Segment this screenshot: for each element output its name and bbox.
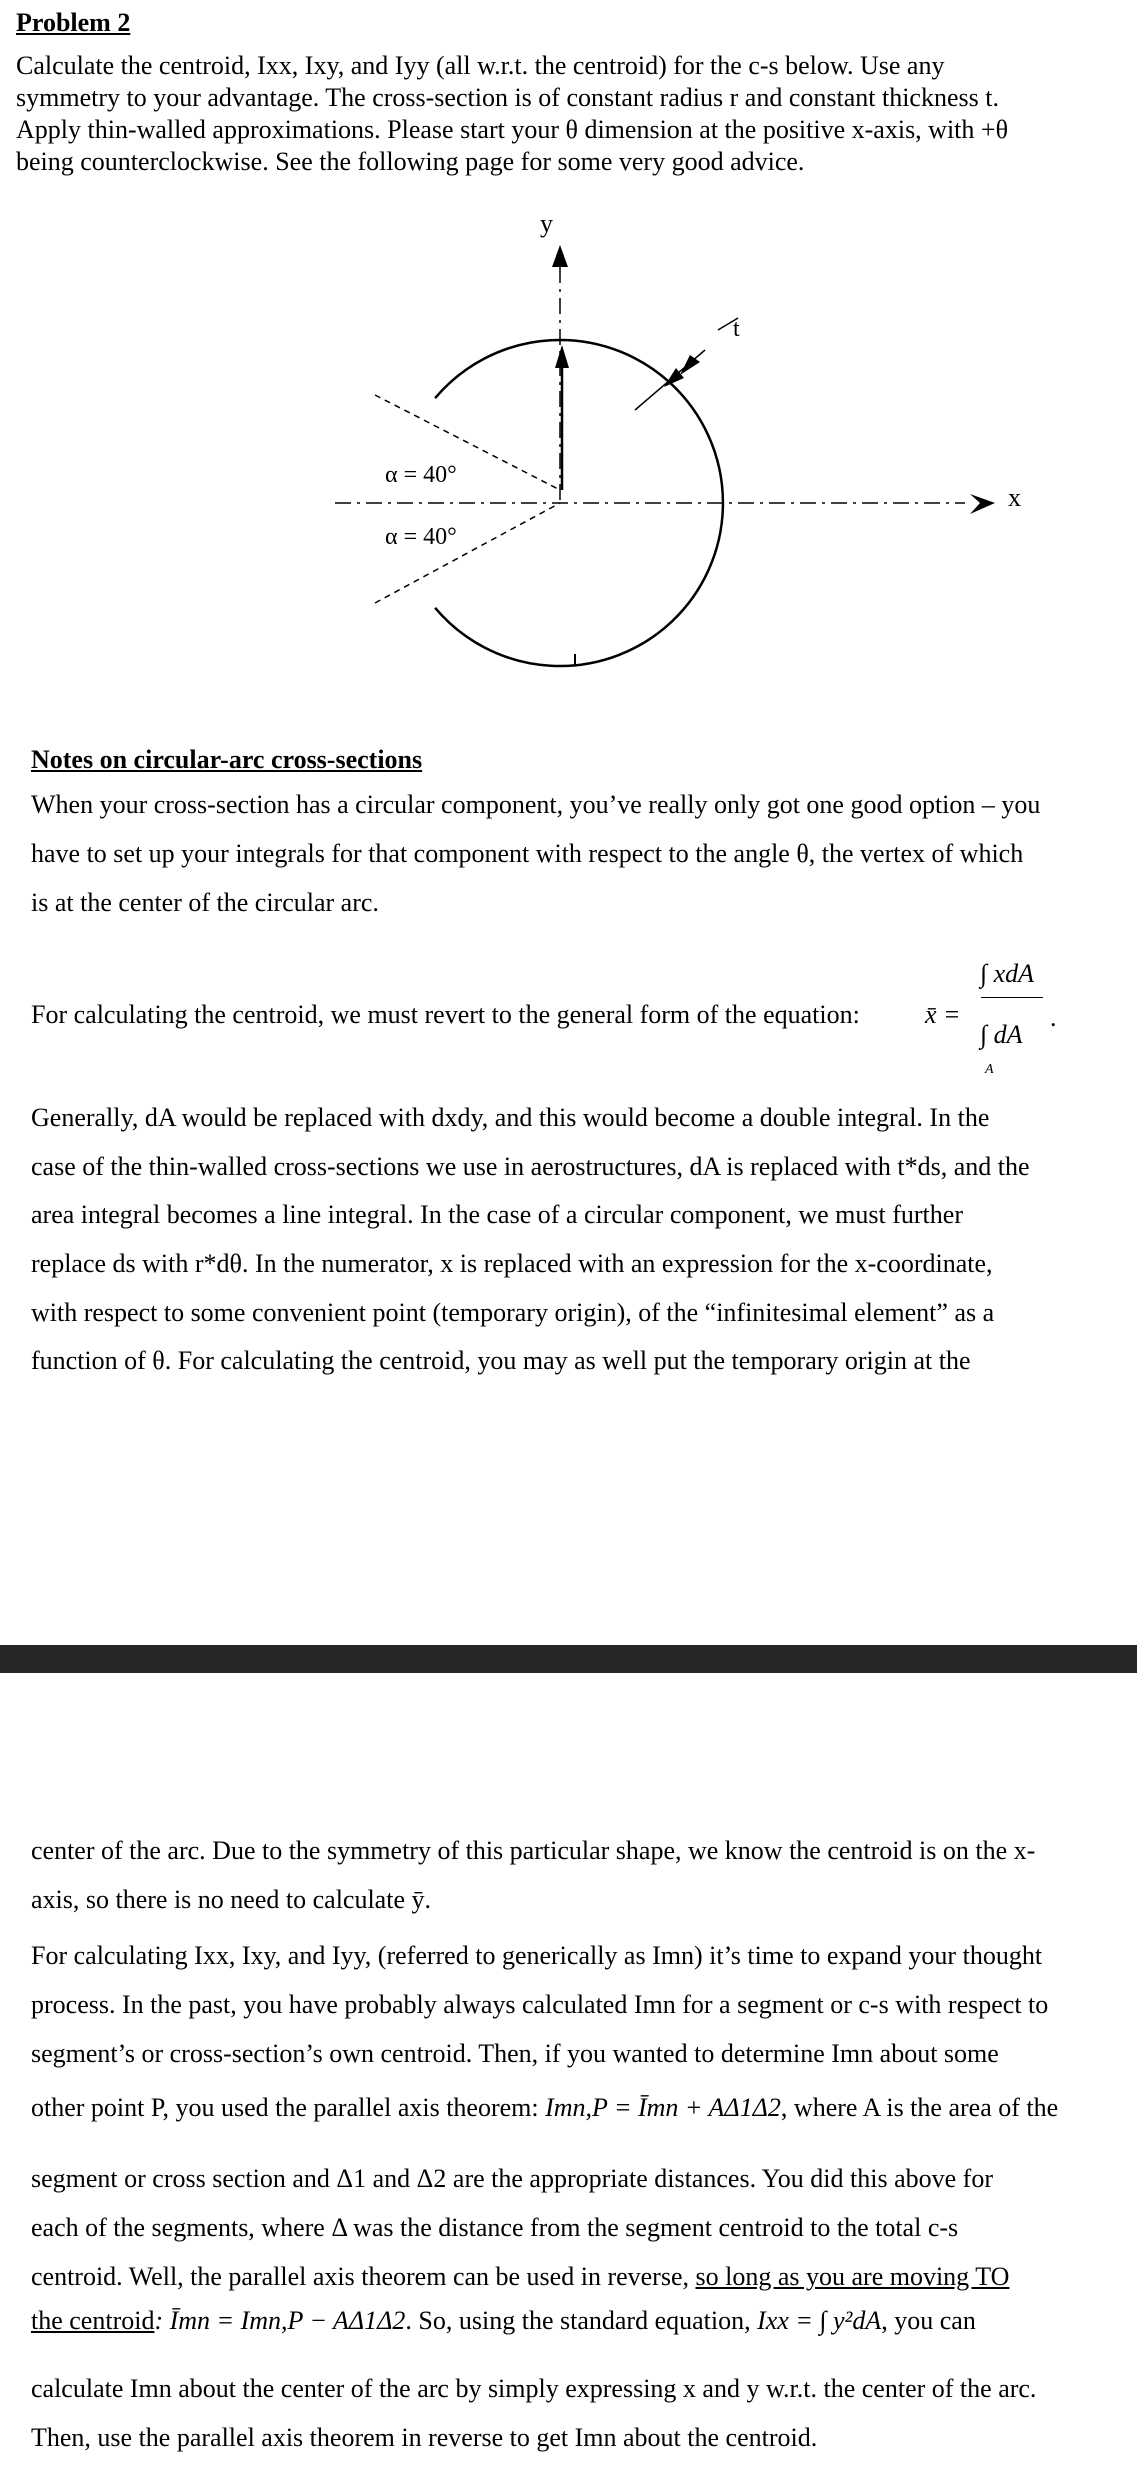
page-break: [0, 1645, 1137, 1673]
para4-text: , you can: [881, 2306, 976, 2335]
para2-line: with respect to some convenient point (temporary origin), of the “infinitesimal element” as a: [31, 1298, 995, 1327]
statement-line: Apply thin-walled approximations. Please start your θ dimension at the positive x-axis, with +θ: [16, 115, 1009, 144]
para1-line: When your cross-section has a circular component, you’ve really only got one good option – you: [31, 790, 1041, 819]
para4-line: [31, 2093, 1058, 2123]
y-axis-label: y: [540, 209, 553, 238]
para4-line: calculate Imn about the center of the arc by simply expressing x and y w.r.t. the center of the arc.: [31, 2374, 1037, 2403]
underlined-text: the centroid: [31, 2306, 155, 2335]
para4-text: , where A is the area of the: [780, 2093, 1059, 2122]
para3-line: axis, so there is no need to calculate ȳ.: [31, 1885, 431, 1914]
para4-line: process. In the past, you have probably always calculated Imn for a segment or c-s with respect to: [31, 1990, 1049, 2019]
statement-line: symmetry to your advantage. The cross-section is of constant radius r and constant thickness t.: [16, 83, 999, 112]
y-axis-arrowhead: [552, 245, 568, 267]
alpha-lower-line: [375, 503, 560, 603]
parallel-axis-eq: Imn,P = Īmn + AΔ1Δ2: [545, 2093, 781, 2122]
alpha-lower-label: α = 40°: [385, 524, 457, 550]
eq-sub: A: [985, 1062, 994, 1077]
problem-title: Problem 2: [16, 8, 131, 37]
eq-xbar: x̄ =: [925, 1000, 961, 1029]
para4-line: Then, use the parallel axis theorem in reverse to get Imn about the centroid.: [31, 2423, 818, 2452]
para4-line: each of the segments, where Δ was the distance from the segment centroid to the total c-s: [31, 2213, 959, 2242]
underlined-text: so long as you are moving TO: [695, 2262, 1010, 2291]
ixx-eq: Ixx = ∫ y²dA: [757, 2306, 882, 2335]
radius-arrowhead: [555, 345, 569, 368]
para4-line: For calculating Ixx, Ixy, and Iyy, (referred to generically as Imn) it’s time to expand your thought: [31, 1941, 1043, 1970]
notes-title: Notes on circular-arc cross-sections: [31, 745, 423, 774]
para4-line: segment’s or cross-section’s own centroid. Then, if you wanted to determine Imn about some: [31, 2039, 999, 2068]
para2-line: area integral becomes a line integral. In the case of a circular component, we must further: [31, 1200, 963, 1229]
cross-section-diagram: [320, 200, 1080, 700]
centroid-text: For calculating the centroid, we must revert to the general form of the equation:: [31, 1000, 860, 1029]
eq-denominator: ∫ dA: [980, 1020, 1023, 1049]
centroid-equation: x̄ = ∫ xdA ∫ dA A .: [925, 959, 1057, 1077]
para1-line: have to set up your integrals for that component with respect to the angle θ, the vertex of which: [31, 839, 1024, 868]
statement-line: being counterclockwise. See the following page for some very good advice.: [16, 147, 805, 176]
para4-text: centroid. Well, the parallel axis theorem can be used in reverse,: [31, 2262, 689, 2291]
para4-line: [31, 2262, 1009, 2292]
para4-line: segment or cross section and Δ1 and Δ2 are the appropriate distances. You did this above for: [31, 2164, 993, 2193]
x-axis-label: x: [1008, 483, 1021, 512]
para2-line: replace ds with r*dθ. In the numerator, x is replaced with an expression for the x-coordinate,: [31, 1249, 993, 1278]
para2-line: function of θ. For calculating the centroid, you may as well put the temporary origin at the: [31, 1346, 971, 1375]
statement-line: Calculate the centroid, Ixx, Ixy, and Iyy (all w.r.t. the centroid) for the c-s below. Use any: [16, 51, 945, 80]
x-axis-arrowhead: [970, 494, 995, 514]
thickness-arrowhead-2: [680, 355, 700, 375]
reverse-parallel-axis-eq: : Īmn = Imn,P − AΔ1Δ2: [154, 2306, 406, 2335]
para3-line: center of the arc. Due to the symmetry of this particular shape, we know the centroid is on the x-: [31, 1836, 1036, 1865]
thickness-label: t: [733, 316, 740, 342]
para4-text: other point P, you used the parallel axis theorem:: [31, 2093, 539, 2122]
eq-numerator: ∫ xdA: [980, 959, 1035, 988]
para1-line: is at the center of the circular arc.: [31, 888, 379, 917]
para4-text: . So, using the standard equation,: [405, 2306, 751, 2335]
problem-statement: [16, 50, 1126, 178]
para4-line: [31, 2306, 976, 2336]
fraction-bar: [981, 997, 1043, 998]
para2-line: case of the thin-walled cross-sections we use in aerostructures, dA is replaced with t*ds, and the: [31, 1152, 1030, 1181]
para2-line: Generally, dA would be replaced with dxdy, and this would become a double integral. In the: [31, 1103, 990, 1132]
alpha-upper-label: α = 40°: [385, 462, 457, 488]
